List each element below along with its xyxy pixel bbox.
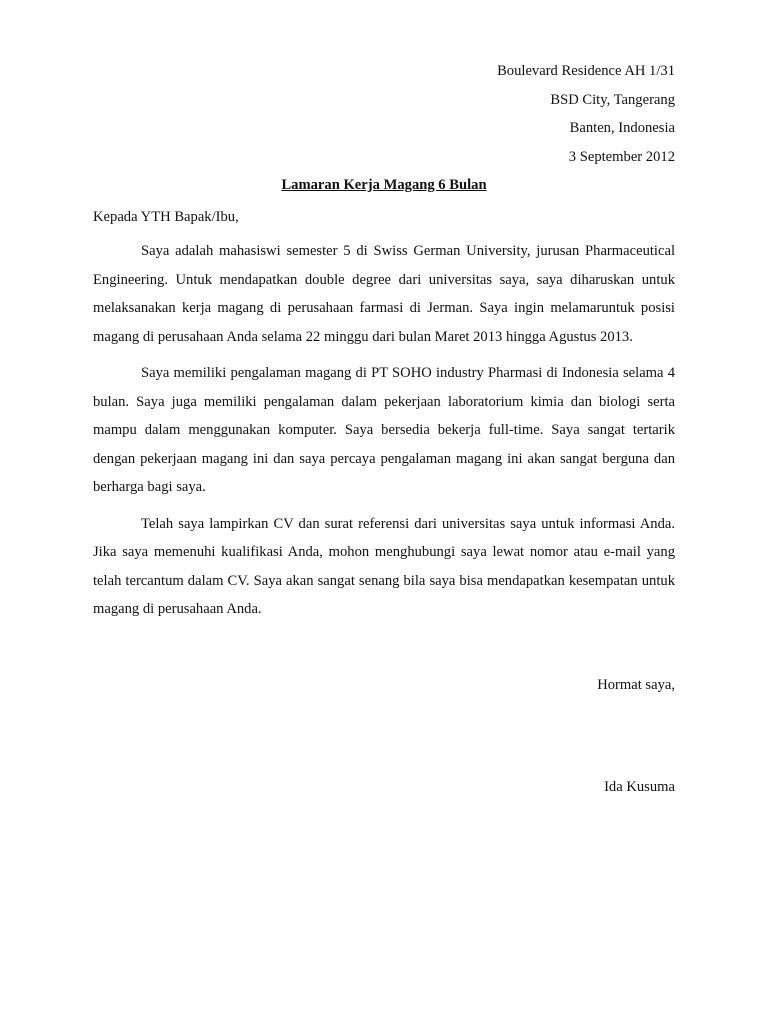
- body-paragraph-2: Saya memiliki pengalaman magang di PT SOHO industry Pharmasi di Indonesia selama 4 bulan. Saya juga memiliki pengalaman dalam pekerjaan laboratorium kimia dan biologi serta mampu dalam menggunakan komputer. Saya bersedia bekerja full-time. Saya sangat tertarik dengan pekerjaan magang ini dan saya percaya pengalaman magang ini akan sangat berguna dan berharga bagi saya.: [93, 365, 675, 495]
- letter-body: [93, 237, 675, 632]
- closing: Hormat saya,: [597, 677, 675, 693]
- letter-title: Lamaran Kerja Magang 6 Bulan: [281, 177, 487, 193]
- address-line-3: Banten, Indonesia: [569, 120, 675, 136]
- body-paragraph-1: Saya adalah mahasiswi semester 5 di Swiss German University, jurusan Pharmaceutical Engineering. Untuk mendapatkan double degree dari universitas saya, saya diharuskan untuk melaksanakan kerja magang di perusahaan farmasi di Jerman. Saya ingin melamaruntuk posisi magang di perusahaan Anda selama 22 minggu dari bulan Maret 2013 hingga Agustus 2013.: [93, 243, 675, 345]
- salutation: Kepada YTH Bapak/Ibu,: [93, 209, 239, 225]
- letter-date: 3 September 2012: [568, 148, 675, 165]
- signature-name: Ida Kusuma: [604, 779, 675, 795]
- address-line-2: BSD City, Tangerang: [550, 91, 675, 108]
- sender-address: [497, 57, 675, 171]
- address-line-1: Boulevard Residence AH 1/31: [497, 63, 675, 79]
- body-paragraph-3: Telah saya lampirkan CV dan surat referensi dari universitas saya untuk informasi Anda. Jika saya memenuhi kualifikasi Anda, mohon menghubungi saya lewat nomor atau e-mail yang telah tercantum dalam CV. Saya akan sangat senang bila saya bisa mendapatkan kesempatan untuk magang di perusahaan Anda.: [93, 515, 675, 617]
